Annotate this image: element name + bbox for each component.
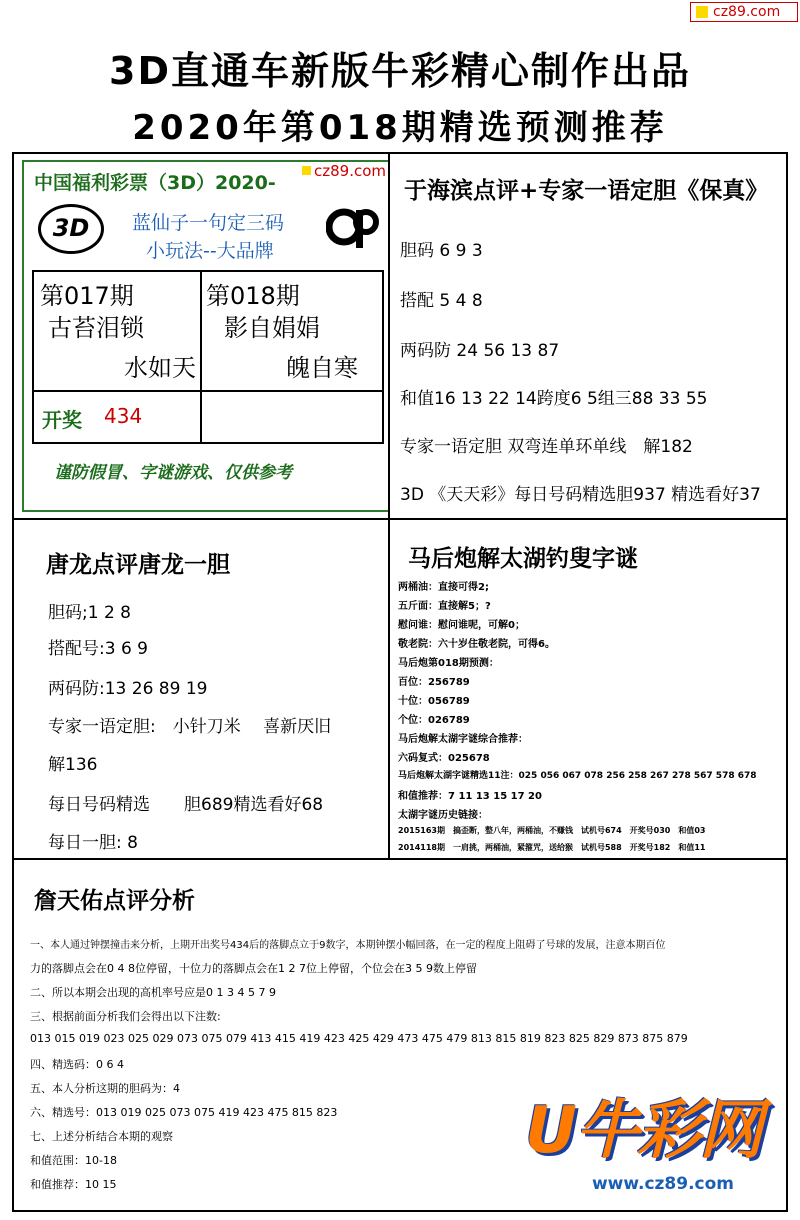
mahoupao-line: 慰问谁：慰问谁呢，可解0； [398,620,525,631]
expert-panel [388,152,788,520]
mahoupao-title: 马后炮解太湖钓叟字谜 [408,546,638,572]
zhantianyou-panel [12,858,788,1212]
tanglong-line: 每日一胆: 8 [48,833,138,853]
mahoupao-line: 马后炮解太湖字谜精选11注：025 056 067 078 256 258 267 278 567 578 678 [398,771,757,781]
expert-line: 3D 《天天彩》每日号码精选胆937 精选看好37 [400,485,761,505]
mahoupao-line: 十位：056789 [398,696,470,707]
niucai-logo-icon: U牛彩网 [525,1094,761,1168]
tanglong-line: 胆码;1 2 8 [48,603,131,623]
expert-line: 和值16 13 22 14跨度6 5组三88 33 55 [400,389,708,409]
watermark-text: cz89.com [713,4,781,20]
card-title: 中国福利彩票（3D）2020- [34,172,276,194]
expert-title: 于海滨点评+专家一语定胆《保真》 [404,178,769,204]
lottery-card-panel [12,152,390,520]
square-icon [696,6,708,18]
period-018-line2: 魄自寒 [286,354,358,382]
analysis-line: 五、本人分析这期的胆码为：4 [30,1082,180,1095]
card-watermark [300,162,386,180]
analysis-line: 四、精选码：0 6 4 [30,1058,124,1071]
mahoupao-line: 五斤面：直接解5；? [398,601,491,612]
square-icon [302,166,311,175]
expert-line: 搭配 5 4 8 [400,291,483,311]
analysis-line: 一、本人通过钟摆撞击来分析，上期开出奖号434后的落脚点立于9数字，本期钟摆小幅回落，在一定的程度上阻碍了号球的发展，注意本期百位 [30,940,666,951]
grid-divider [34,390,382,392]
mahoupao-line: 六码复式：025678 [398,753,490,764]
analysis-line: 六、精选号：013 019 025 073 075 419 423 475 815 823 [30,1106,338,1119]
brand-block [508,1088,778,1200]
period-018-label: 第018期 [206,282,300,310]
mahoupao-line: 百位：256789 [398,677,470,688]
expert-line: 胆码 6 9 3 [400,241,483,261]
period-grid [32,270,384,444]
period-017-line1: 古苔泪锁 [48,314,144,342]
tanglong-line: 每日号码精选 胆689精选看好68 [48,795,324,815]
tanglong-line: 两码防:13 26 89 19 [48,679,208,699]
tanglong-title: 唐龙点评唐龙一胆 [46,552,230,578]
analysis-line: 二、所以本期会出现的高机率号应是0 1 3 4 5 7 9 [30,986,276,999]
draw-label: 开奖 [42,408,82,432]
page-subtitle: 2020年第018期精选预测推荐 [132,108,668,148]
analysis-line: 和值范围：10-18 [30,1154,117,1167]
tanglong-line: 搭配号:3 6 9 [48,639,148,659]
draw-number: 434 [104,404,143,428]
mahoupao-line: 个位：026789 [398,715,470,726]
zhantianyou-title: 詹天佑点评分析 [34,888,195,914]
card-disclaimer: 谨防假冒、字谜游戏、仅供参考 [54,463,292,483]
mahoupao-line: 两桶油：直接可得2; [398,582,489,593]
analysis-line: 013 015 019 023 025 029 073 075 079 413 415 419 423 425 429 473 475 479 813 815 819 823 825 829 873 875 879 [30,1032,688,1045]
expert-line: 专家一语定胆 双弯连单环单线 解182 [400,437,693,457]
expert-line: 两码防 24 56 13 87 [400,341,560,361]
period-018-line1: 影自娟娟 [224,314,320,342]
watermark-top [690,2,798,22]
card-watermark-text: cz89.com [314,162,387,180]
analysis-line: 和值推荐：10 15 [30,1178,117,1191]
mahoupao-line: 马后炮解太湖字谜综合推荐： [398,734,528,745]
analysis-line: 三、根据前面分析我们会得出以下注数: [30,1010,221,1023]
grid-divider [200,272,202,444]
mahoupao-line: 太湖字谜历史链接： [398,810,488,821]
lottery-card [22,160,390,512]
analysis-line: 力的落脚点会在0 4 8位停留，十位力的落脚点会在1 2 7位上停留，个位会在3 5 9数上停留 [30,962,477,975]
logo-3d-icon: 3D [38,204,104,254]
mahoupao-panel [388,518,788,860]
mahoupao-line: 2014118期 一肩挑，两桶油，紧箍咒，送给猴 试机号588 开奖号182 和值11 [398,843,706,852]
tanglong-panel [12,518,390,860]
mahoupao-line: 马后炮第018期预测： [398,658,499,669]
mahoupao-line: 2015163期 搞歪断，整八年，两桶油，不赚钱 试机号674 开奖号030 和值03 [398,826,706,835]
period-017-label: 第017期 [40,282,134,310]
tanglong-line: 解136 [48,755,98,775]
cp-logo-icon [326,202,380,252]
card-sub1: 蓝仙子一句定三码 [132,212,285,234]
brand-url: www.cz89.com [591,1174,735,1194]
analysis-line: 七、上述分析结合本期的观察 [30,1130,173,1143]
card-sub2: 小玩法--大品牌 [146,240,274,262]
period-017-line2: 水如天 [124,354,196,382]
page-title: 3D直通车新版牛彩精心制作出品 [109,49,691,93]
mahoupao-line: 和值推荐：7 11 13 15 17 20 [398,791,542,802]
tanglong-line: 专家一语定胆: 小针刀米 喜新厌旧 [48,717,332,737]
mahoupao-line: 敬老院：六十岁住敬老院，可得6。 [398,639,555,650]
